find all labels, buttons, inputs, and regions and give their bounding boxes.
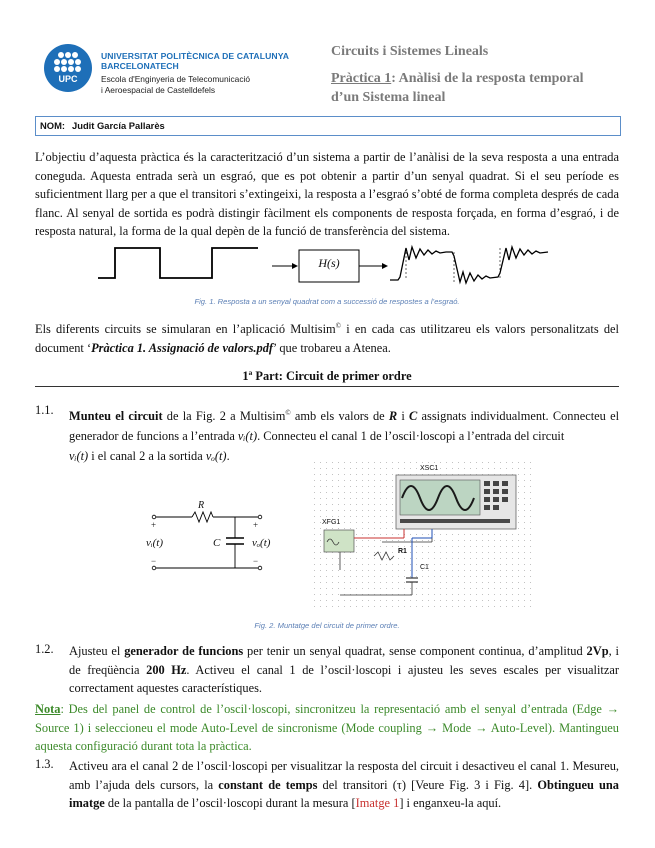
item-1-1-lead: Munteu el circuit [69, 409, 163, 424]
item-1-3-t3: de la pantalla de l’oscil·loscopi durant la mesura [ [104, 796, 356, 810]
xsc1-label: XSC1 [420, 465, 439, 472]
item-1-2-t4: . Activeu el canal 1 de l’oscil·loscopi i ajusteu les seves escales per visualitzar correctament aquestes característiques. [69, 662, 619, 695]
item-1-2-t2: per tenir un senyal quadrat, sense component continua, d’amplitud [243, 644, 587, 658]
item-1-3-number: 1.3. [35, 757, 54, 771]
multisim-text-after: ’ que trobareu a Atenea. [273, 340, 391, 355]
name-value: Judit García Pallarès [72, 120, 165, 131]
item-1-2-t3: , i de freqüència [69, 644, 619, 677]
item-1-1-vi: vᵢ(t) [237, 429, 258, 444]
item-1-1-t5: . Connecteu el canal 1 de l’oscil·loscopi a l’entrada del circuit [257, 429, 565, 444]
note-paragraph [35, 700, 619, 756]
multisim-screenshot [312, 460, 532, 610]
practice-label: Pràctica 1 [331, 71, 392, 86]
r1-label: R1 [398, 548, 407, 555]
item-1-2-t1: Ajusteu el [69, 644, 125, 658]
item-1-1-t6: i el canal 2 a la sortida [88, 449, 206, 464]
school-name-line1: Escola d'Enginyeria de Telecomunicació [101, 74, 251, 84]
item-1-1-text [69, 403, 619, 466]
schematic-r-label: R [198, 500, 205, 511]
fig2-caption: Fig. 2. Muntatge del circuit de primer ordre. [254, 621, 400, 630]
item-1-1-r: R [388, 409, 398, 424]
item-1-1-t2: amb els valors de [290, 409, 389, 424]
item-1-1-c: C [409, 409, 418, 424]
item-1-3-image-ref: Imatge 1 [355, 796, 400, 810]
item-1-3-b2: Obtingueu una imatge [69, 777, 619, 810]
item-1-3-t1: Activeu ara el canal 2 de l’oscil·loscopi per visualitzar la resposta del circuit i desactiveu el canal 1. Mesureu, amb l’ajuda dels cursors, la [69, 759, 619, 792]
item-1-2-text [69, 642, 619, 698]
section1-title: 1ª Part: Circuit de primer ordre [242, 369, 412, 383]
practice-title [331, 71, 584, 87]
practice-title-line2: d’un Sistema lineal [331, 90, 446, 105]
item-1-3-b1: constant de temps [218, 777, 318, 792]
university-subname: BARCELONATECH [101, 61, 179, 71]
multisim-text-mid: i en cada cas utilitzareu els valors personalitzats del document ‘ [35, 322, 619, 355]
section1-title-bar [35, 368, 619, 387]
item-1-2-b2: 2Vp [586, 644, 609, 658]
item-1-3-t2: del transitori (τ) [Veure Fig. 3 i Fig. 4]. [317, 777, 538, 792]
multisim-text-before: Els diferents circuits se simularan en l’aplicació Multisim [35, 322, 336, 337]
item-1-1-t4: assignats individualment. Connecteu el generador de funcions a l’entrada [69, 409, 620, 444]
note-text: : Des del panel de control de l’oscil·loscopi, sincronitzeu la representació amb el senyal d’entrada (Edge → Source 1) i seleccioneu el mode Auto-Level de sincronisme (Mode coupling → Mode → Auto-Level). Mantingueu aquesta configuració durant tota la pràctica. [35, 702, 619, 753]
schematic-vo-label: vₒ(t) [252, 537, 271, 549]
schematic-minus-in: − [151, 556, 157, 566]
item-1-1-vo: vₒ(t) [205, 449, 227, 464]
schematic-plus-out: + [253, 520, 259, 530]
schematic-minus-out: − [253, 556, 259, 566]
schematic-plus-in: + [151, 520, 157, 530]
item-1-1-vi2: vᵢ(t) [69, 449, 89, 464]
item-1-1-t1: de la Fig. 2 a Multisim [162, 409, 286, 424]
item-1-1-number: 1.1. [35, 403, 54, 417]
item-1-1-t3: i [397, 409, 410, 424]
schematic-vi-label: vᵢ(t) [146, 537, 164, 549]
item-1-2-b1: generador de funcions [124, 644, 244, 658]
multisim-registered: © [335, 322, 341, 330]
upc-logo [44, 44, 92, 92]
multisim-paragraph [35, 317, 619, 357]
step-response-wave [390, 247, 548, 283]
item-1-3-text [69, 757, 619, 813]
xfg1-label: XFG1 [322, 519, 341, 526]
c1-label: C1 [420, 564, 429, 571]
schematic-c-label: C [213, 537, 221, 549]
school-name-line2: i Aeroespacial de Castelldefels [101, 85, 216, 95]
upc-logo-text: UPC [58, 74, 78, 84]
fig1-caption: Fig. 1. Resposta a un senyal quadrat com a successió de respostes a l’esgraó. [194, 297, 460, 306]
course-title: Circuits i Sistemes Lineals [331, 44, 489, 59]
resistor-symbol [192, 512, 213, 522]
upc-logo-icon [44, 44, 92, 92]
student-name-box [35, 116, 621, 136]
practice-title-rest: : Anàlisi de la resposta temporal [391, 71, 584, 86]
item-1-1-reg: © [285, 409, 291, 417]
item-1-2-number: 1.2. [35, 642, 54, 656]
multisim-doc-title: Pràctica 1. Assignació de valors.pdf [91, 340, 274, 355]
square-wave [98, 248, 258, 278]
note-label: Nota [35, 702, 61, 716]
fig1-block-label: H(s) [318, 256, 340, 270]
intro-paragraph: L’objectiu d’aquesta pràctica és la caracterització d’un sistema a partir de l’anàlisi de la seva resposta a una entrada coneguda. Aquesta entrada serà un esgraó, que es pot obtenir a partir d’un senyal quadrat. Si el seu període es suficientment llarg per a que el transitori s’extingeixi, la resposta a l’esgraó s’obté de forma completa després de cada flanc. Al senyal de sortida es podrà distingir fàcilment els components de resposta forçada, en forma d’esgraó, i de resposta natural, la forma de la qual depèn de la funció de transferència del sistema. [35, 150, 619, 238]
function-generator [324, 530, 354, 552]
item-1-1-t7: . [226, 449, 230, 464]
item-1-3-t4: ] i enganxeu-la aquí. [399, 796, 502, 810]
university-name: UNIVERSITAT POLITÈCNICA DE CATALUNYA [101, 51, 290, 61]
name-label: NOM: [40, 120, 65, 131]
item-1-2-b3: 200 Hz [146, 662, 187, 677]
